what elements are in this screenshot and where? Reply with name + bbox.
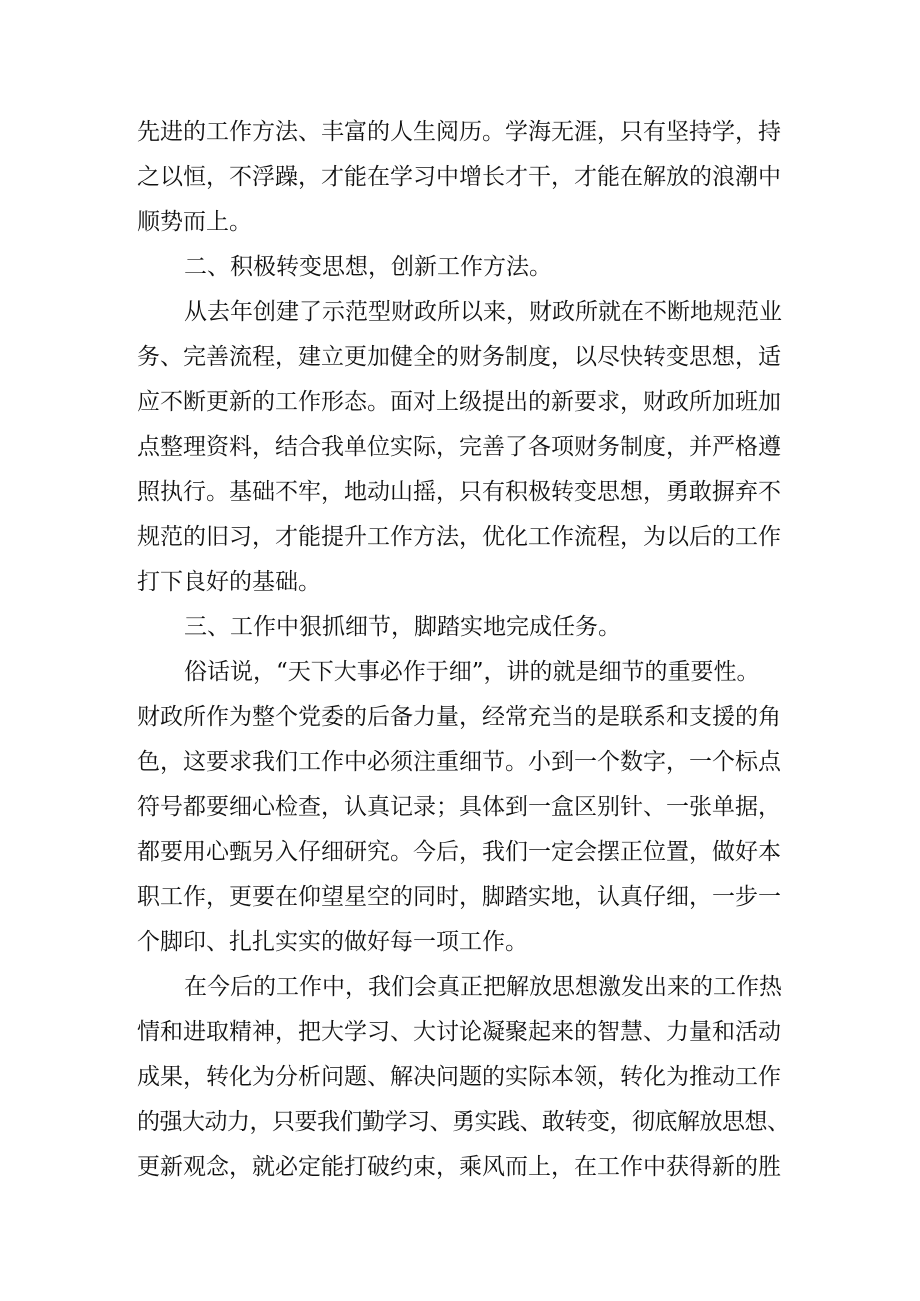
text-line: 打下良好的基础。: [137, 569, 321, 595]
text-line: 职工作，更要在仰望星空的同时，脚踏实地，认真仔细，一步一: [137, 884, 781, 910]
text-line: 先进的工作方法、丰富的人生阅历。学海无涯，只有坚持学，持: [137, 119, 781, 145]
text-line: 色，这要求我们工作中必须注重细节。小到一个数字，一个标点: [137, 749, 781, 775]
section-heading: 二、积极转变思想，创新工作方法。: [184, 254, 552, 280]
text-line: 的强大动力，只要我们勤学习、勇实践、敢转变，彻底解放思想、: [137, 1109, 790, 1135]
text-line: 应不断更新的工作形态。面对上级提出的新要求，财政所加班加: [137, 389, 781, 415]
text-line: 在今后的工作中，我们会真正把解放思想激发出来的工作热: [184, 974, 782, 1000]
text-line: 顺势而上。: [137, 209, 252, 235]
text-line: 规范的旧习，才能提升工作方法，优化工作流程，为以后的工作: [137, 524, 781, 550]
text-line: 从去年创建了示范型财政所以来，财政所就在不断地规范业: [184, 299, 782, 325]
text-line: 点整理资料，结合我单位实际，完善了各项财务制度，并严格遵: [137, 434, 781, 460]
section-heading: 三、工作中狠抓细节，脚踏实地完成任务。: [184, 614, 621, 640]
text-line: 更新观念，就必定能打破约束，乘风而上，在工作中获得新的胜: [137, 1154, 781, 1180]
text-line: 情和进取精神，把大学习、大讨论凝聚起来的智慧、力量和活动: [137, 1019, 781, 1045]
text-line: 都要用心甄另入仔细研究。今后，我们一定会摆正位置，做好本: [137, 839, 781, 865]
text-line: 符号都要细心检查，认真记录；具体到一盒区别针、一张单据，: [137, 794, 781, 820]
text-line: 之以恒，不浮躁，才能在学习中增长才干，才能在解放的浪潮中: [137, 164, 781, 190]
text-line: 财政所作为整个党委的后备力量，经常充当的是联系和支援的角: [137, 704, 781, 730]
text-line: 务、完善流程，建立更加健全的财务制度，以尽快转变思想，适: [137, 344, 781, 370]
text-line: 成果，转化为分析问题、解决问题的实际本领，转化为推动工作: [137, 1064, 781, 1090]
text-line: 俗话说，“天下大事必作于细”，讲的就是细节的重要性。: [184, 659, 760, 685]
text-line: 个脚印、扎扎实实的做好每一项工作。: [137, 929, 528, 955]
text-line: 照执行。基础不牢，地动山摇，只有积极转变思想，勇敢摒弃不: [137, 479, 781, 505]
